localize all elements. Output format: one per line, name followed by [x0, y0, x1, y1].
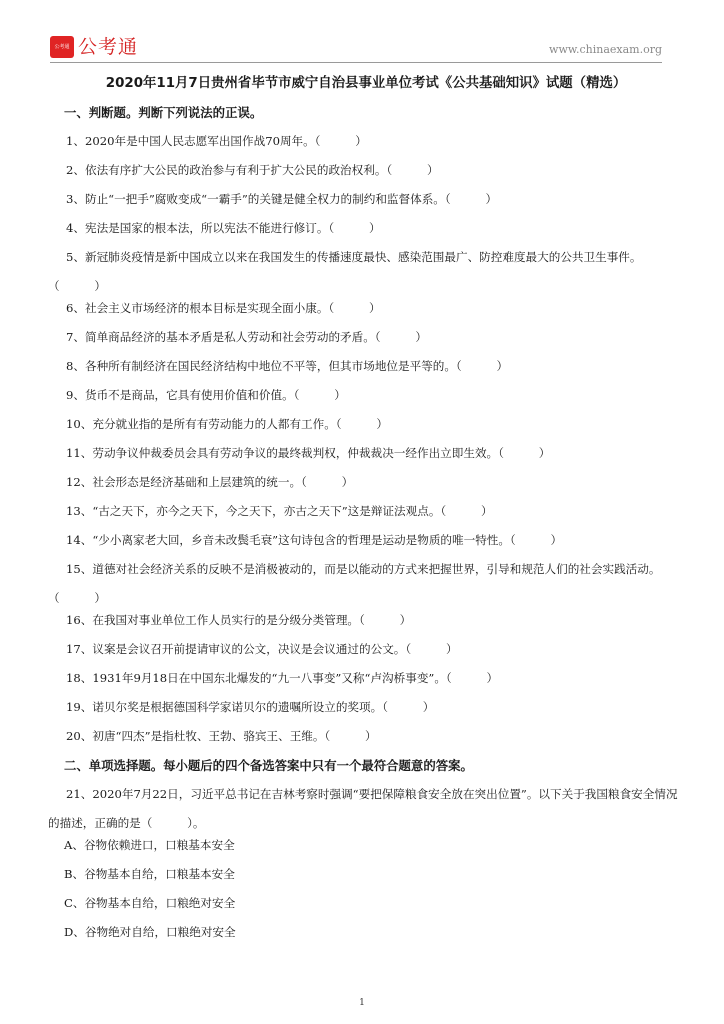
question-9: 9、货币不是商品，它具有使用价值和价值。（ ） [66, 388, 346, 402]
header-divider [50, 62, 662, 63]
question-8: 8、各种所有制经济在国民经济结构中地位不平等，但其市场地位是平等的。（ ） [66, 359, 509, 373]
question-3: 3、防止“一把手”腐败变成“一霸手”的关键是健全权力的制约和监督体系。（ ） [66, 192, 498, 206]
logo-icon: 公考通 [50, 36, 74, 58]
question-21: 21、2020年7月22日，习近平总书记在吉林考察时强调“要把保障粮食安全放在突出位置”。以下关于我国粮食安全情况的描述，正确的是（ ）。 [48, 787, 678, 830]
question-12: 12、社会形态是经济基础和上层建筑的统一。（ ） [66, 475, 354, 489]
section-heading-judgment: 一、判断题。判断下列说法的正误。 [64, 105, 263, 120]
question-14: 14、“少小离家老大回，乡音未改鬓毛衰”这句诗包含的哲理是运动是物质的唯一特性。（ ） [66, 533, 563, 547]
option-c: C、谷物基本自给，口粮绝对安全 [64, 896, 236, 910]
question-16: 16、在我国对事业单位工作人员实行的是分级分类管理。（ ） [66, 613, 412, 627]
option-a: A、谷物依赖进口，口粮基本安全 [64, 838, 235, 852]
document-body [48, 74, 684, 952]
question-4: 4、宪法是国家的根本法，所以宪法不能进行修订。（ ） [66, 221, 381, 235]
question-1: 1、2020年是中国人民志愿军出国作战70周年。（ ） [66, 134, 367, 148]
question-5: 5、新冠肺炎疫情是新中国成立以来在我国发生的传播速度最快、感染范围最广、防控难度最大的公共卫生事件。（ ） [48, 250, 642, 293]
option-d: D、谷物绝对自给，口粮绝对安全 [64, 925, 236, 939]
page-number: 1 [359, 998, 365, 1008]
option-b: B、谷物基本自给，口粮基本安全 [64, 867, 235, 881]
site-url: www.chinaexam.org [549, 43, 662, 56]
section-heading-single-choice: 二、单项选择题。每小题后的四个备选答案中只有一个最符合题意的答案。 [64, 758, 473, 773]
question-18: 18、1931年9月18日在中国东北爆发的“九一八事变”又称“卢沟桥事变”。（ ） [66, 671, 499, 685]
question-10: 10、充分就业指的是所有有劳动能力的人都有工作。（ ） [66, 417, 388, 431]
question-19: 19、诺贝尔奖是根据德国科学家诺贝尔的遗嘱所设立的奖项。（ ） [66, 700, 435, 714]
question-15: 15、道德对社会经济关系的反映不是消极被动的，而是以能动的方式来把握世界，引导和规范人们的社会实践活动。（ ） [48, 562, 661, 605]
question-7: 7、简单商品经济的基本矛盾是私人劳动和社会劳动的矛盾。（ ） [66, 330, 427, 344]
logo-text: 公考通 [78, 36, 139, 58]
question-20: 20、初唐“四杰”是指杜牧、王勃、骆宾王、王维。（ ） [66, 729, 377, 743]
question-6: 6、社会主义市场经济的根本目标是实现全面小康。（ ） [66, 301, 381, 315]
question-17: 17、议案是会议召开前提请审议的公文，决议是会议通过的公文。（ ） [66, 642, 458, 656]
question-11: 11、劳动争议仲裁委员会具有劳动争议的最终裁判权，仲裁裁决一经作出立即生效。（ ） [66, 446, 551, 460]
question-2: 2、依法有序扩大公民的政治参与有利于扩大公民的政治权利。（ ） [66, 163, 439, 177]
document-title: 2020年11月7日贵州省毕节市威宁自治县事业单位考试《公共基础知识》试题（精选） [105, 76, 627, 91]
question-13: 13、“古之天下，亦今之天下，今之天下，亦古之天下”这是辩证法观点。（ ） [66, 504, 493, 518]
page-header [50, 34, 662, 62]
